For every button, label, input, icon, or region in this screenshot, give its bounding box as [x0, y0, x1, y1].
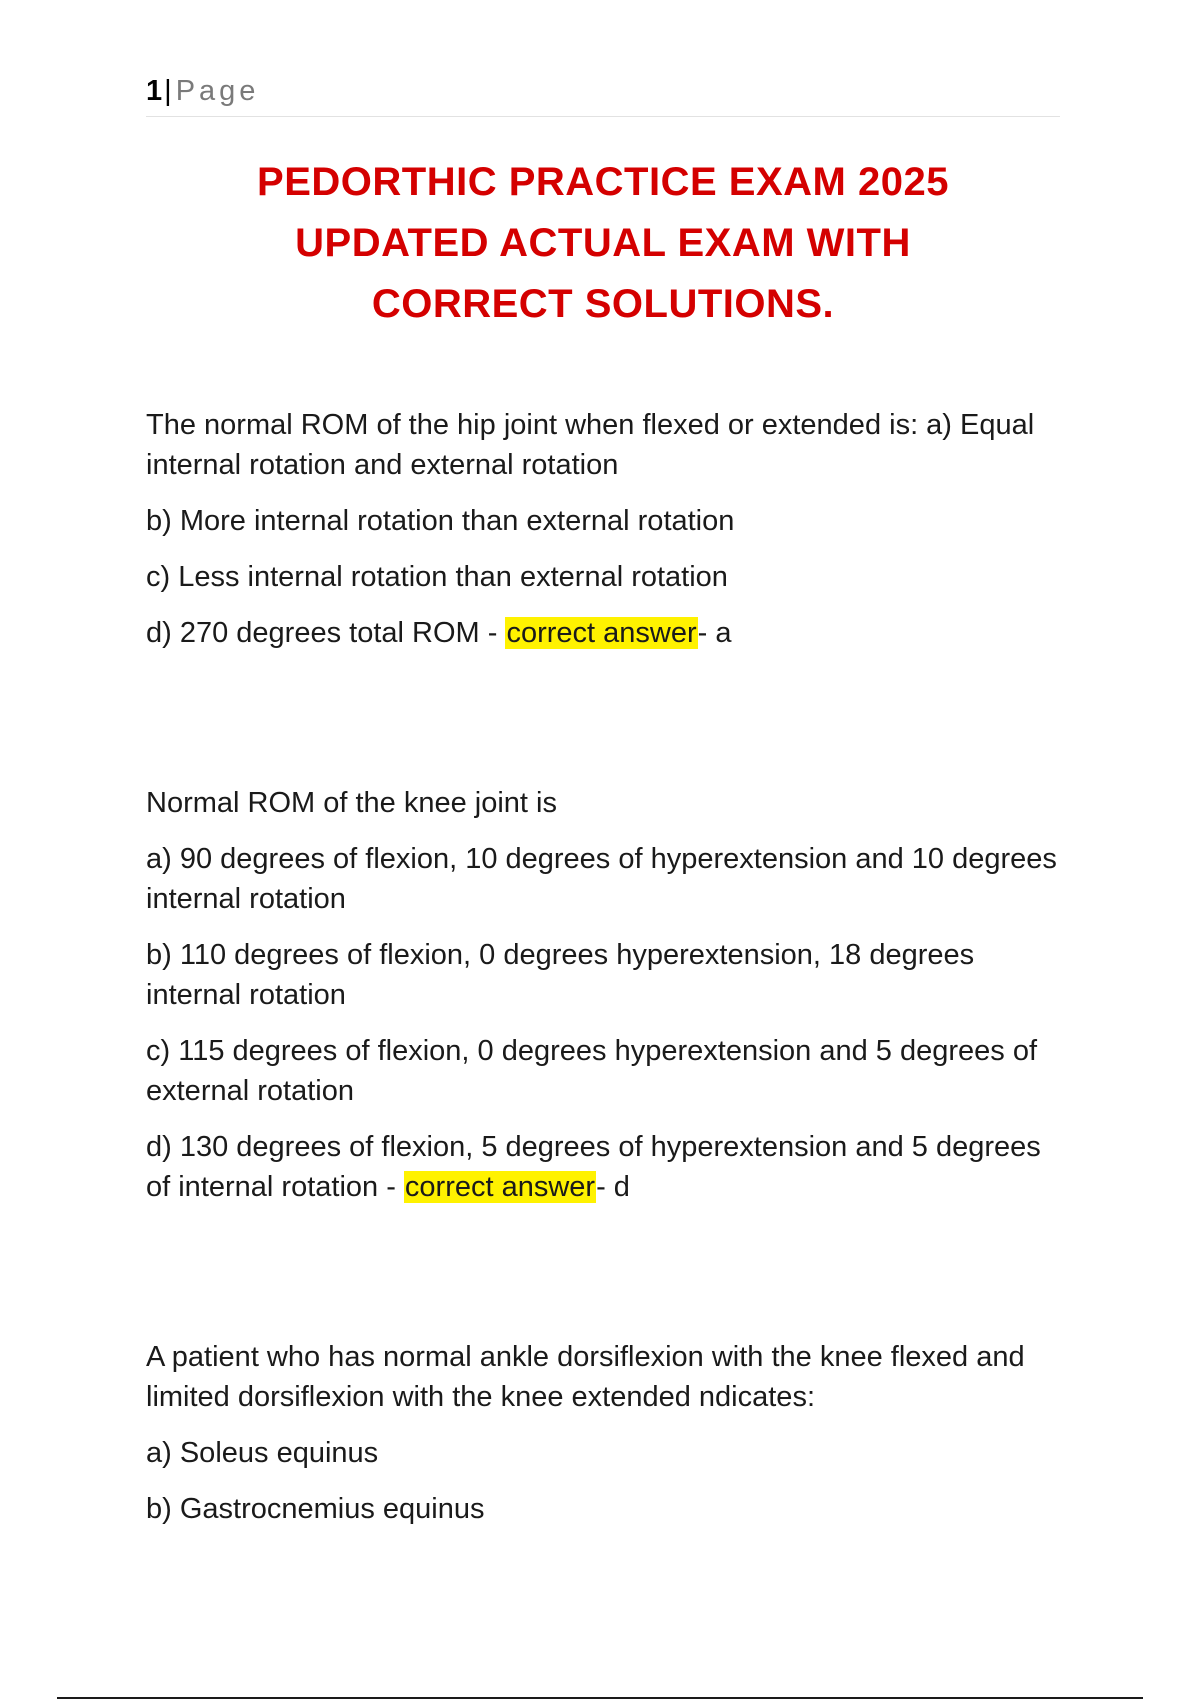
option-d [146, 1127, 1066, 1207]
document-title [146, 152, 1060, 335]
option-c: c) 115 degrees of flexion, 0 degrees hyperextension and 5 degrees of external rotation [146, 1035, 1037, 1107]
page-label: Page [175, 75, 260, 107]
option-b: b) 110 degrees of flexion, 0 degrees hyperextension, 18 degrees internal rotation [146, 939, 975, 1011]
option-d-text: d) 270 degrees total ROM - [146, 617, 506, 649]
option-d-text: d) 130 degrees of flexion, 5 degrees of hyperextension and 5 degrees of internal rotation - [146, 1131, 1041, 1203]
answer-value: - d [596, 1171, 630, 1203]
question-stem: The normal ROM of the hip joint when flexed or extended is: a) Equal internal rotation and external rotation [146, 409, 1035, 481]
question-1 [146, 405, 1066, 653]
option-c: c) Less internal rotation than external rotation [146, 561, 728, 593]
option-b: b) More internal rotation than external rotation [146, 505, 735, 537]
page-header [146, 72, 1060, 117]
answer-value: - a [697, 617, 732, 649]
page-separator: | [164, 75, 172, 107]
page-number: 1 [146, 75, 163, 107]
option-a: a) 90 degrees of flexion, 10 degrees of hyperextension and 10 degrees internal rotation [146, 843, 1057, 915]
correct-answer-highlight: correct answer [404, 1171, 596, 1203]
question-2 [146, 783, 1066, 1207]
correct-answer-highlight: correct answer [506, 617, 697, 649]
question-3 [146, 1337, 1066, 1529]
footer-divider [57, 1697, 1143, 1699]
option-a: a) Soleus equinus [146, 1437, 379, 1469]
option-b: b) Gastrocnemius equinus [146, 1493, 485, 1525]
title-line-3: CORRECT SOLUTIONS. [371, 282, 835, 326]
title-line-1: PEDORTHIC PRACTICE EXAM 2025 [257, 160, 949, 204]
option-d [146, 613, 1066, 653]
question-stem: Normal ROM of the knee joint is [146, 787, 557, 819]
question-stem: A patient who has normal ankle dorsiflexion with the knee flexed and limited dorsiflexion with the knee extended ndicates: [146, 1341, 1025, 1413]
title-line-2: UPDATED ACTUAL EXAM WITH [295, 221, 911, 265]
